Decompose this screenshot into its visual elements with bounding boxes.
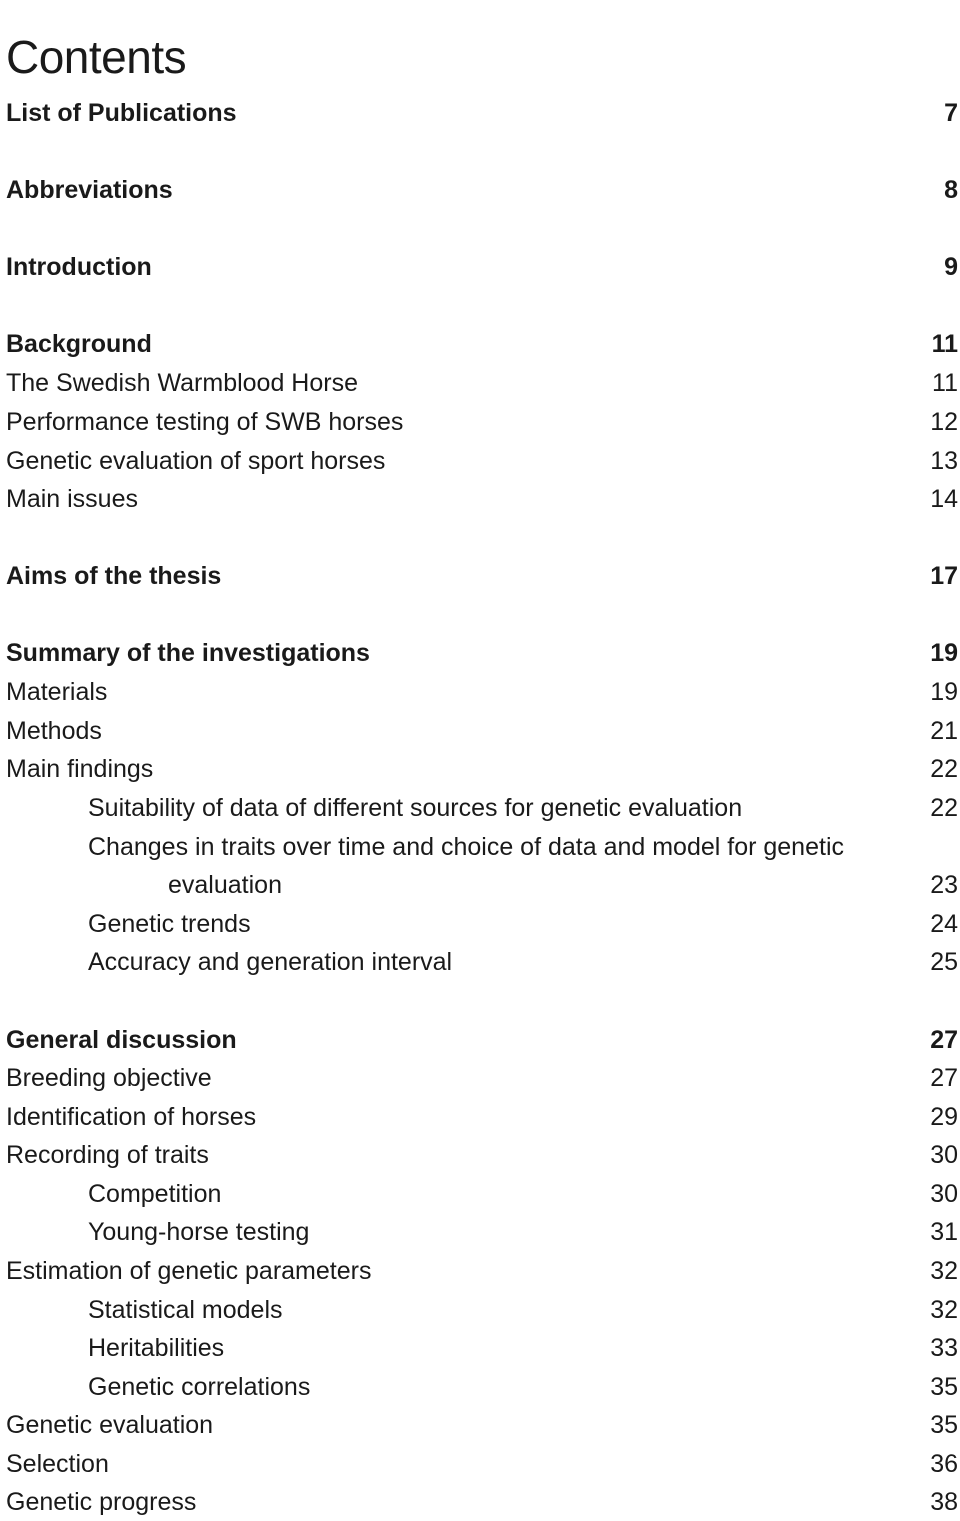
toc-entry-label: Background [6, 330, 152, 358]
toc-entry-page: 24 [930, 910, 958, 938]
toc-entry-page: 27 [930, 1064, 958, 1092]
toc-entry-page: 9 [944, 253, 958, 281]
toc-entry-label: The Swedish Warmblood Horse [6, 369, 358, 397]
toc-entry-list-of-publications[interactable] [0, 94, 960, 132]
toc-entry-page: 38 [930, 1488, 958, 1516]
toc-entry-young-horse-testing[interactable] [0, 1213, 960, 1251]
toc-entry-suitability-of-data[interactable] [0, 789, 960, 827]
toc-entry-performance-testing[interactable] [0, 403, 960, 441]
toc-entry-page: 30 [930, 1180, 958, 1208]
toc-entry-page: 8 [944, 176, 958, 204]
toc-entry-label: Methods [6, 717, 102, 745]
toc-entry-label: Introduction [6, 253, 152, 281]
toc-entry-label: Main issues [6, 485, 138, 513]
toc-entry-page: 19 [930, 678, 958, 706]
toc-entry-label: Genetic evaluation of sport horses [6, 447, 386, 475]
toc-entry-label: Suitability of data of different sources for genetic evaluation [88, 794, 743, 822]
toc-entry-genetic-trends[interactable] [0, 905, 960, 943]
toc-entry-materials[interactable] [0, 673, 960, 711]
toc-entry-main-issues[interactable] [0, 480, 960, 518]
toc-entry-genetic-evaluation-sport-horses[interactable] [0, 442, 960, 480]
toc-entry-page: 32 [930, 1257, 958, 1285]
toc-entry-label: Recording of traits [6, 1141, 209, 1169]
toc-entry-abbreviations[interactable] [0, 171, 960, 209]
toc-entry-page: 27 [930, 1026, 958, 1054]
toc-entry-label: Identification of horses [6, 1103, 257, 1131]
toc-entry-page: 36 [930, 1450, 958, 1478]
toc-entry-changes-in-traits[interactable] [0, 828, 960, 866]
toc-entry-label: Breeding objective [6, 1064, 212, 1092]
toc-entry-genetic-progress[interactable] [0, 1483, 960, 1521]
toc-entry-label: Materials [6, 678, 108, 706]
toc-entry-estimation-genetic-parameters[interactable] [0, 1252, 960, 1290]
toc-entry-page: 22 [930, 794, 958, 822]
toc-entry-label: Young-horse testing [88, 1218, 310, 1246]
toc-entry-statistical-models[interactable] [0, 1291, 960, 1329]
toc-entry-label: Changes in traits over time and choice of data and model for genetic [88, 833, 844, 861]
toc-entry-methods[interactable] [0, 712, 960, 750]
toc-entry-label: Genetic evaluation [6, 1411, 214, 1439]
toc-entry-heritabilities[interactable] [0, 1329, 960, 1367]
toc-entry-label: Competition [88, 1180, 222, 1208]
toc-entry-label: Selection [6, 1450, 109, 1478]
toc-entry-label: Aims of the thesis [6, 562, 222, 590]
toc-entry-summary-of-investigations[interactable] [0, 634, 960, 672]
toc-entry-label: Summary of the investigations [6, 639, 370, 667]
toc-entry-page: 11 [932, 369, 958, 397]
toc-entry-label: evaluation [168, 871, 282, 899]
toc-entry-page: 7 [944, 99, 958, 127]
toc-entry-label: Genetic progress [6, 1488, 197, 1516]
toc-entry-label: General discussion [6, 1026, 237, 1054]
toc-entry-label: List of Publications [6, 99, 237, 127]
toc-entry-accuracy-generation-interval[interactable] [0, 943, 960, 981]
toc-entry-introduction[interactable] [0, 248, 960, 286]
toc-entry-page: 21 [930, 717, 958, 745]
toc-entry-label: Accuracy and generation interval [88, 948, 453, 976]
toc-entry-general-discussion[interactable] [0, 1021, 960, 1059]
toc-entry-selection[interactable] [0, 1445, 960, 1483]
toc-entry-label: Genetic trends [88, 910, 251, 938]
toc-entry-page: 22 [930, 755, 958, 783]
toc-entry-aims-of-thesis[interactable] [0, 557, 960, 595]
toc-entry-page: 33 [930, 1334, 958, 1362]
toc-entry-page: 12 [930, 408, 958, 436]
toc-entry-label: Statistical models [88, 1296, 283, 1324]
page-title: Contents [6, 30, 187, 83]
toc-entry-genetic-correlations[interactable] [0, 1368, 960, 1406]
toc-entry-label: Abbreviations [6, 176, 173, 204]
toc-entry-page: 35 [930, 1411, 958, 1439]
toc-entry-page: 11 [931, 330, 958, 358]
toc-entry-page: 35 [930, 1373, 958, 1401]
toc-entry-main-findings[interactable] [0, 750, 960, 788]
toc-entry-page: 31 [930, 1218, 958, 1246]
toc-entry-page: 13 [930, 447, 958, 475]
toc-entry-page: 14 [930, 485, 958, 513]
toc-entry-competition[interactable] [0, 1175, 960, 1213]
toc-entry-page: 29 [930, 1103, 958, 1131]
toc-entry-recording-of-traits[interactable] [0, 1136, 960, 1174]
toc-entry-page: 30 [930, 1141, 958, 1169]
toc-entry-label: Estimation of genetic parameters [6, 1257, 372, 1285]
toc-entry-page: 19 [930, 639, 958, 667]
toc-entry-breeding-objective[interactable] [0, 1059, 960, 1097]
toc-entry-background[interactable] [0, 325, 960, 363]
toc-entry-page: 23 [930, 871, 958, 899]
toc-entry-label: Performance testing of SWB horses [6, 408, 404, 436]
toc-entry-page: 32 [930, 1296, 958, 1324]
toc-entry-genetic-evaluation[interactable] [0, 1406, 960, 1444]
toc-entry-page: 25 [930, 948, 958, 976]
toc-entry-label: Heritabilities [88, 1334, 225, 1362]
toc-entry-swedish-warmblood-horse[interactable] [0, 364, 960, 402]
toc-entry-page: 17 [930, 562, 958, 590]
toc-entry-identification-of-horses[interactable] [0, 1098, 960, 1136]
toc-entry-changes-in-traits-continued[interactable] [0, 866, 960, 904]
toc-entry-label: Genetic correlations [88, 1373, 311, 1401]
toc-entry-label: Main findings [6, 755, 154, 783]
